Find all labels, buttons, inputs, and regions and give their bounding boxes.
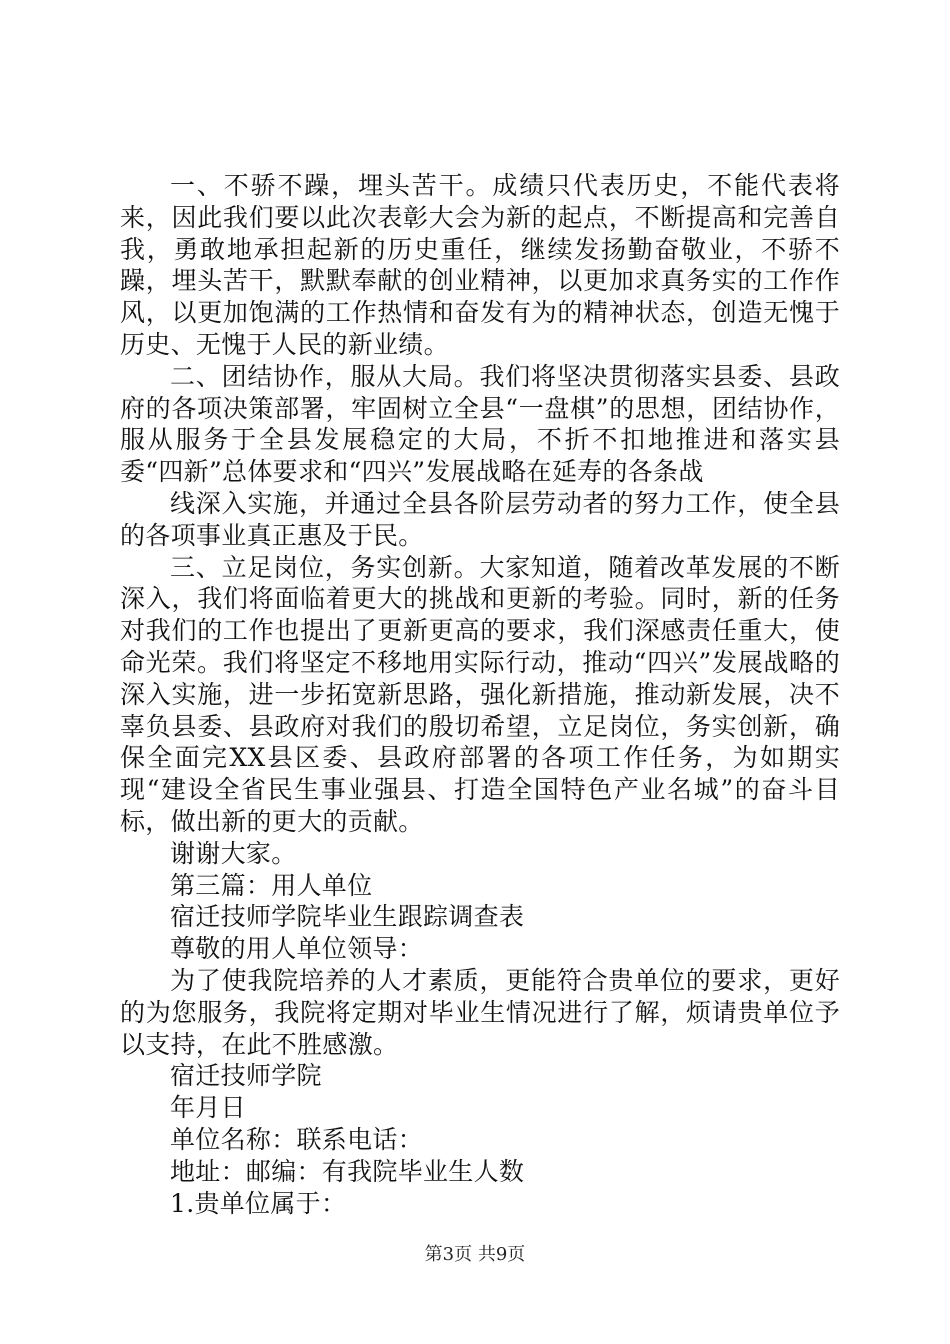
paragraph-unity-two: 二、团结协作，服从大局。我们将坚决贯彻落实县委、县政府的各项决策部署，牢固树立全县“一盘棋”的思想，团结协作，服从服务于全县发展稳定的大局，不折不扣地推进和落实县委“四新”总体要求和“四兴”发展战略在延寿的各条战 — [120, 361, 840, 487]
question-one-line: 1.贵单位属于： — [170, 1188, 347, 1218]
unit-phone-line: 单位名称：联系电话： — [170, 1124, 424, 1154]
signature-line: 宿迁技师学院 — [170, 1061, 322, 1091]
paragraph-unity-three: 三、立足岗位，务实创新。大家知道，随着改革发展的不断深入，我们将面临着更大的挑战和更新的考验。同时，新的任务对我们的工作也提出了更新更高的要求，我们深感责任重大，使命光荣。我们将坚定不移地用实际行动，推动“四兴”发展战略的深入实施，进一步拓宽新思路，强化新措施，推动新发展，决不辜负县委、县政府对我们的殷切希望，立足岗位，务实创新，确保全面完XX县区委、县政府部署的各项工作任务，为如期实现“建设全省民生事业强县、打造全国特色产业名城”的奋斗目标，做出新的更大的贡献。 — [120, 552, 840, 836]
letter-body: 为了使我院培养的人才素质，更能符合贵单位的要求，更好的为您服务，我院将定期对毕业生情况进行了解，烦请贵单位予以支持，在此不胜感激。 — [120, 965, 840, 1059]
document-body — [120, 170, 840, 1219]
page-footer: 第3页 共9页 — [424, 1244, 526, 1265]
paragraph-continuation: 线深入实施，并通过全县各阶层劳动者的努力工作，使全县的各项事业真正惠及于民。 — [120, 488, 840, 550]
salutation-line: 尊敬的用人单位领导： — [170, 934, 424, 964]
date-line: 年月日 — [170, 1093, 246, 1123]
form-title: 宿迁技师学院毕业生跟踪调查表 — [170, 902, 525, 932]
paragraph-unity-one: 一、不骄不躁，埋头苦干。成绩只代表历史，不能代表将来，因此我们要以此次表彰大会为新的起点，不断提高和完善自我，勇敢地承担起新的历史重任，继续发扬勤奋敬业，不骄不躁，埋头苦干，默默奉献的创业精神，以更加求真务实的工作作风，以更加饱满的工作热情和奋发有为的精神状态，创造无愧于历史、无愧于人民的新业绩。 — [120, 171, 840, 359]
chapter-title: 第三篇：用人单位 — [170, 870, 373, 900]
address-line: 地址：邮编：有我院毕业生人数 — [170, 1156, 525, 1186]
thanks-line: 谢谢大家。 — [170, 838, 297, 868]
